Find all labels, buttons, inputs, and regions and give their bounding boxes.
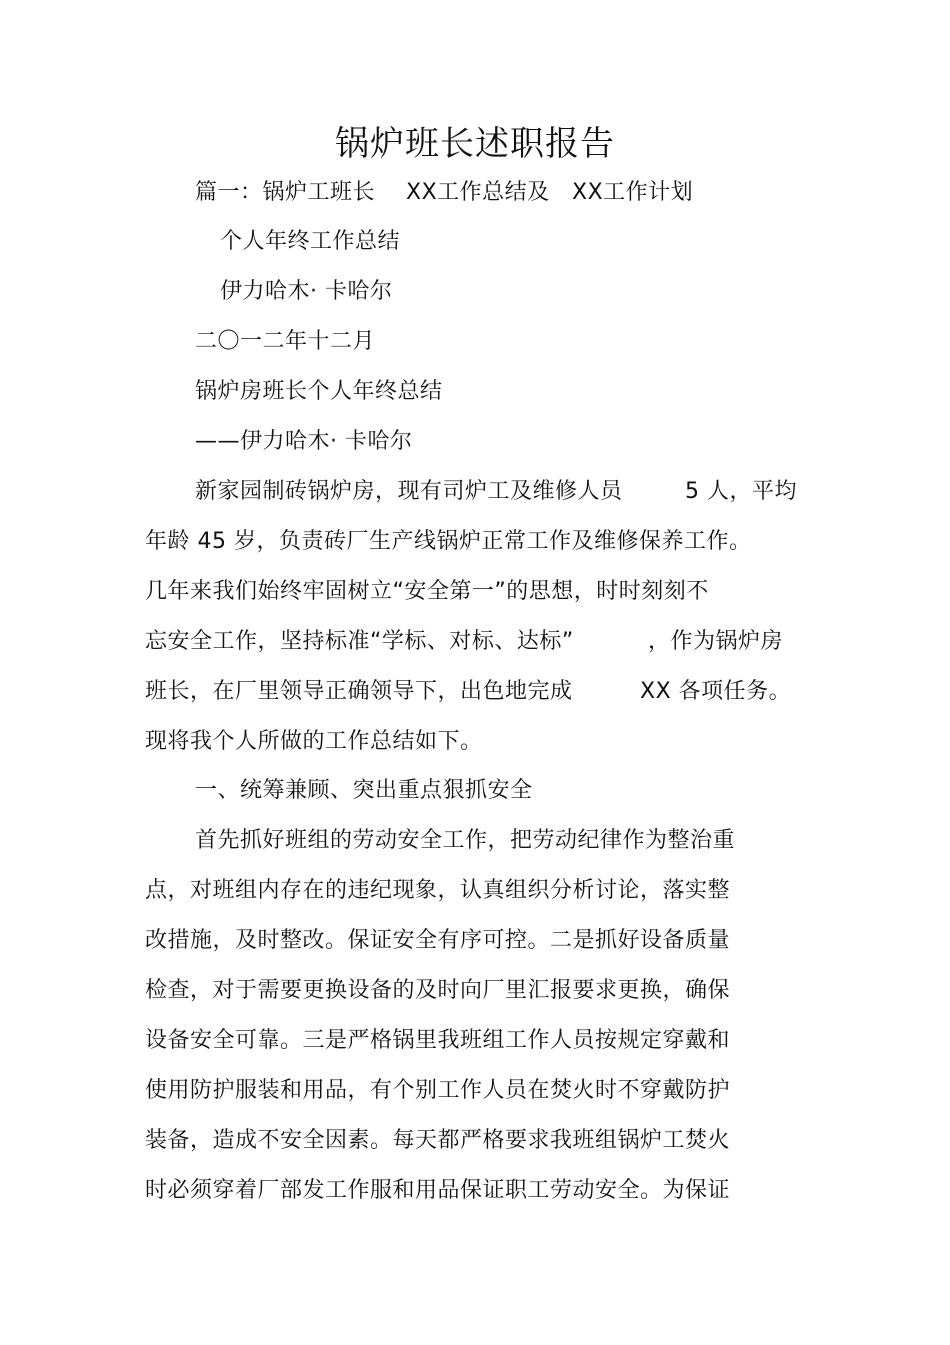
paragraph-2-line: 设备安全可靠。三是严格锅里我班组工作人员按规定穿戴和 [145,1028,731,1053]
section-heading-1: 一、统筹兼顾、突出重点狠抓安全 [195,778,533,803]
paragraph-1-line-1b: 5 人，平均 [685,479,797,504]
paragraph-1-line-1a: 新家园制砖锅炉房，现有司炉工及维修人员 [195,479,623,504]
paragraph-1-line-4a: 忘安全工作，坚持标准“学标、对标、达标” [145,629,574,654]
subtitle-part-2: XX工作总结及 [406,180,550,205]
paragraph-2-line: 点，对班组内存在的违纪现象，认真组织分析讨论，落实整 [145,878,731,903]
paragraph-2-line: 时必须穿着厂部发工作服和用品保证职工劳动安全。为保证 [145,1178,731,1203]
author-name: 伊力哈木· 卡哈尔 [220,279,393,304]
subtitle-part-3: XX工作计划 [572,180,694,205]
document-title: 锅炉班长述职报告 [335,124,615,164]
paragraph-1-line-5a: 班长，在厂里领导正确领导下，出色地完成 [145,679,573,704]
paragraph-2-line: 首先抓好班组的劳动安全工作，把劳动纪律作为整治重 [195,828,736,853]
document-date: 二〇一二年十二月 [195,329,376,354]
subtitle-part-1: 篇一：锅炉工班长 [195,180,376,205]
byline: ——伊力哈木· 卡哈尔 [195,429,413,454]
paragraph-2-line: 改措施，及时整改。保证安全有序可控。二是抓好设备质量 [145,928,731,953]
section-title: 锅炉房班长个人年终总结 [195,379,443,404]
paragraph-2-line: 检查，对于需要更换设备的及时向厂里汇报要求更换，确保 [145,978,731,1003]
paragraph-1-line-3: 几年来我们始终牢固树立“安全第一”的思想，时时刻刻不 [145,579,709,604]
personal-summary-heading: 个人年终工作总结 [220,229,401,254]
paragraph-2-line: 装备，造成不安全因素。每天都严格要求我班组锅炉工焚火 [145,1128,731,1153]
paragraph-2-line: 使用防护服装和用品，有个别工作人员在焚火时不穿戴防护 [145,1078,731,1103]
paragraph-1-line-5b: XX 各项任务。 [640,679,792,704]
paragraph-1-line-2: 年龄 45 岁，负责砖厂生产线锅炉正常工作及维修保养工作。 [145,529,752,554]
paragraph-1-line-4b: ，作为锅炉房 [648,629,784,654]
paragraph-1-line-6: 现将我个人所做的工作总结如下。 [145,729,483,754]
